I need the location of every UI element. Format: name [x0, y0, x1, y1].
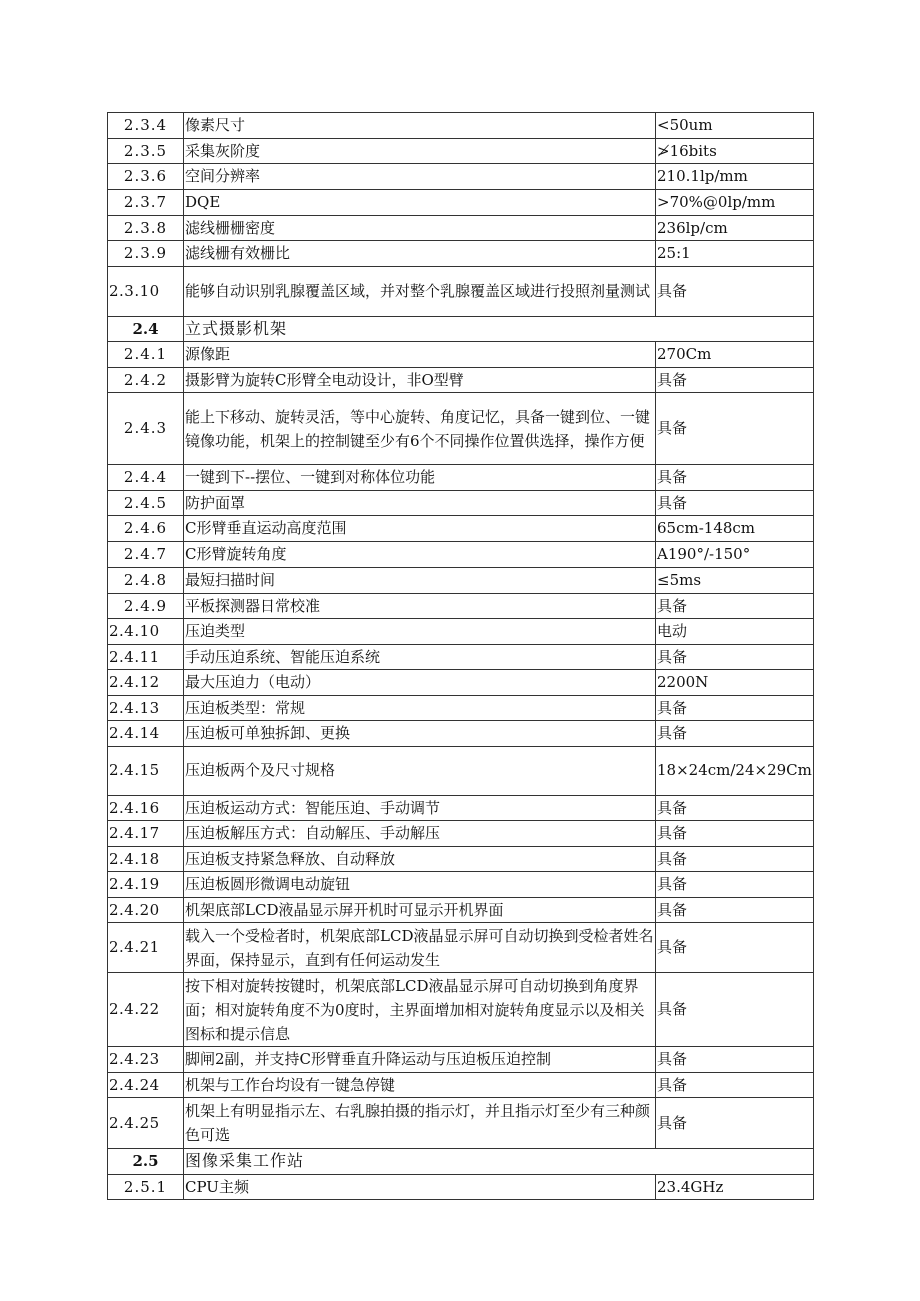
item-number: 2.4.5: [108, 490, 184, 516]
item-description: 压迫板解压方式：自动解压、手动解压: [184, 821, 656, 847]
item-value: ≤5ms: [656, 568, 814, 594]
item-number: 2.4.23: [108, 1047, 184, 1073]
item-value: 具备: [656, 872, 814, 898]
table-row: [108, 721, 814, 747]
item-number: 2.4.17: [108, 821, 184, 847]
item-number: 2.3.10: [108, 266, 184, 316]
item-value: 具备: [656, 1047, 814, 1073]
table-row: [108, 465, 814, 491]
table-row: [108, 795, 814, 821]
item-description: 压迫板圆形微调电动旋钮: [184, 872, 656, 898]
table-row: [108, 695, 814, 721]
item-number: 2.4.11: [108, 644, 184, 670]
item-number: 2.4.24: [108, 1072, 184, 1098]
item-value: ≯16bits: [656, 138, 814, 164]
item-number: 2.4.6: [108, 516, 184, 542]
item-number: 2.3.5: [108, 138, 184, 164]
item-value: 65cm-148cm: [656, 516, 814, 542]
section-row: [108, 1149, 814, 1175]
table-row: [108, 923, 814, 973]
item-value: 18×24cm/24×29Cm: [656, 746, 814, 795]
item-number: 2.4.2: [108, 367, 184, 393]
item-value: <50um: [656, 113, 814, 139]
item-value: 电动: [656, 619, 814, 645]
item-value: 具备: [656, 367, 814, 393]
item-description: 按下相对旋转按键时，机架底部LCD液晶显示屏可自动切换到角度界面；相对旋转角度不为0度时，主界面增加相对旋转角度显示以及相关图标和提示信息: [184, 973, 656, 1047]
table-row: [108, 164, 814, 190]
table-row: [108, 1047, 814, 1073]
item-number: 2.4.18: [108, 846, 184, 872]
item-value: >70%@0lp/mm: [656, 190, 814, 216]
item-description: CPU主频: [184, 1174, 656, 1200]
table-row: [108, 342, 814, 368]
item-number: 2.3.8: [108, 215, 184, 241]
table-row: [108, 542, 814, 568]
item-value: 236lp/cm: [656, 215, 814, 241]
item-description: C形臂旋转角度: [184, 542, 656, 568]
item-value: 具备: [656, 1072, 814, 1098]
item-value: 具备: [656, 795, 814, 821]
section-title: 立式摄影机架: [184, 316, 814, 342]
item-description: 脚闸2副，并支持C形臂垂直升降运动与压迫板压迫控制: [184, 1047, 656, 1073]
item-number: 2.3.6: [108, 164, 184, 190]
item-value: 具备: [656, 695, 814, 721]
item-value: A190°/-150°: [656, 542, 814, 568]
item-description: 压迫板可单独拆卸、更换: [184, 721, 656, 747]
item-description: 摄影臂为旋转C形臂全电动设计，非O型臂: [184, 367, 656, 393]
item-description: 压迫类型: [184, 619, 656, 645]
table-row: [108, 215, 814, 241]
item-description: 滤线栅栅密度: [184, 215, 656, 241]
table-row: [108, 846, 814, 872]
item-number: 2.4.13: [108, 695, 184, 721]
item-description: C形臂垂直运动高度范围: [184, 516, 656, 542]
table-row: [108, 821, 814, 847]
item-description: 压迫板两个及尺寸规格: [184, 746, 656, 795]
item-description: 压迫板类型：常规: [184, 695, 656, 721]
item-description: 源像距: [184, 342, 656, 368]
table-row: [108, 190, 814, 216]
item-value: 具备: [656, 1098, 814, 1149]
item-value: 具备: [656, 846, 814, 872]
item-value: 具备: [656, 593, 814, 619]
item-number: 2.4.20: [108, 897, 184, 923]
item-number: 2.5.1: [108, 1174, 184, 1200]
table-row: [108, 670, 814, 696]
table-row: [108, 593, 814, 619]
table-row: [108, 1072, 814, 1098]
item-number: 2.4.7: [108, 542, 184, 568]
table-row: [108, 516, 814, 542]
item-number: 2.3.7: [108, 190, 184, 216]
item-number: 2.4.19: [108, 872, 184, 898]
item-number: 2.4.9: [108, 593, 184, 619]
item-description: 能够自动识别乳腺覆盖区域，并对整个乳腺覆盖区域进行投照剂量测试: [184, 266, 656, 316]
item-value: 具备: [656, 266, 814, 316]
item-description: 机架与工作台均设有一键急停键: [184, 1072, 656, 1098]
item-description: 最短扫描时间: [184, 568, 656, 594]
item-description: 滤线栅有效栅比: [184, 241, 656, 267]
item-description: 压迫板支持紧急释放、自动释放: [184, 846, 656, 872]
item-number: 2.4.3: [108, 393, 184, 465]
section-number: 2.4: [108, 316, 184, 342]
item-number: 2.4.14: [108, 721, 184, 747]
table-row: [108, 1098, 814, 1149]
item-value: 23.4GHz: [656, 1174, 814, 1200]
item-value: 270Cm: [656, 342, 814, 368]
table-row: [108, 138, 814, 164]
item-value: 具备: [656, 721, 814, 747]
table-row: [108, 1174, 814, 1200]
item-description: 防护面罩: [184, 490, 656, 516]
table-row: [108, 644, 814, 670]
spec-table: [107, 112, 814, 1200]
item-value: 具备: [656, 644, 814, 670]
item-description: 空间分辨率: [184, 164, 656, 190]
item-description: 最大压迫力（电动）: [184, 670, 656, 696]
item-number: 2.4.25: [108, 1098, 184, 1149]
table-row: [108, 973, 814, 1047]
item-number: 2.3.9: [108, 241, 184, 267]
section-number: 2.5: [108, 1149, 184, 1175]
item-description: 压迫板运动方式：智能压迫、手动调节: [184, 795, 656, 821]
item-description: 一键到下--摆位、一键到对称体位功能: [184, 465, 656, 491]
item-description: 平板探测器日常校准: [184, 593, 656, 619]
item-value: 210.1lp/mm: [656, 164, 814, 190]
item-number: 2.4.16: [108, 795, 184, 821]
item-value: 具备: [656, 923, 814, 973]
item-number: 2.4.15: [108, 746, 184, 795]
item-description: 手动压迫系统、智能压迫系统: [184, 644, 656, 670]
item-description: 机架上有明显指示左、右乳腺拍摄的指示灯，并且指示灯至少有三种颜色可选: [184, 1098, 656, 1149]
item-value: 具备: [656, 821, 814, 847]
item-description: 像素尺寸: [184, 113, 656, 139]
table-row: [108, 367, 814, 393]
table-row: [108, 619, 814, 645]
item-description: 采集灰阶度: [184, 138, 656, 164]
section-row: [108, 316, 814, 342]
item-value: 具备: [656, 465, 814, 491]
table-row: [108, 897, 814, 923]
table-row: [108, 568, 814, 594]
item-number: 2.4.8: [108, 568, 184, 594]
table-row: [108, 393, 814, 465]
item-number: 2.4.21: [108, 923, 184, 973]
item-description: 机架底部LCD液晶显示屏开机时可显示开机界面: [184, 897, 656, 923]
item-description: 载入一个受检者时，机架底部LCD液晶显示屏可自动切换到受检者姓名界面，保持显示，直到有任何运动发生: [184, 923, 656, 973]
item-value: 25:1: [656, 241, 814, 267]
table-row: [108, 266, 814, 316]
table-row: [108, 490, 814, 516]
item-value: 具备: [656, 490, 814, 516]
item-number: 2.4.4: [108, 465, 184, 491]
table-row: [108, 113, 814, 139]
item-value: 具备: [656, 897, 814, 923]
item-number: 2.4.10: [108, 619, 184, 645]
section-title: 图像采集工作站: [184, 1149, 814, 1175]
item-value: 2200N: [656, 670, 814, 696]
item-value: 具备: [656, 393, 814, 465]
item-number: 2.4.12: [108, 670, 184, 696]
table-row: [108, 746, 814, 795]
table-row: [108, 872, 814, 898]
item-number: 2.4.1: [108, 342, 184, 368]
item-value: 具备: [656, 973, 814, 1047]
item-description: DQE: [184, 190, 656, 216]
item-number: 2.3.4: [108, 113, 184, 139]
table-row: [108, 241, 814, 267]
item-number: 2.4.22: [108, 973, 184, 1047]
item-description: 能上下移动、旋转灵活，等中心旋转、角度记忆，具备一键到位、一键镜像功能，机架上的控制键至少有6个不同操作位置供选择，操作方便: [184, 393, 656, 465]
